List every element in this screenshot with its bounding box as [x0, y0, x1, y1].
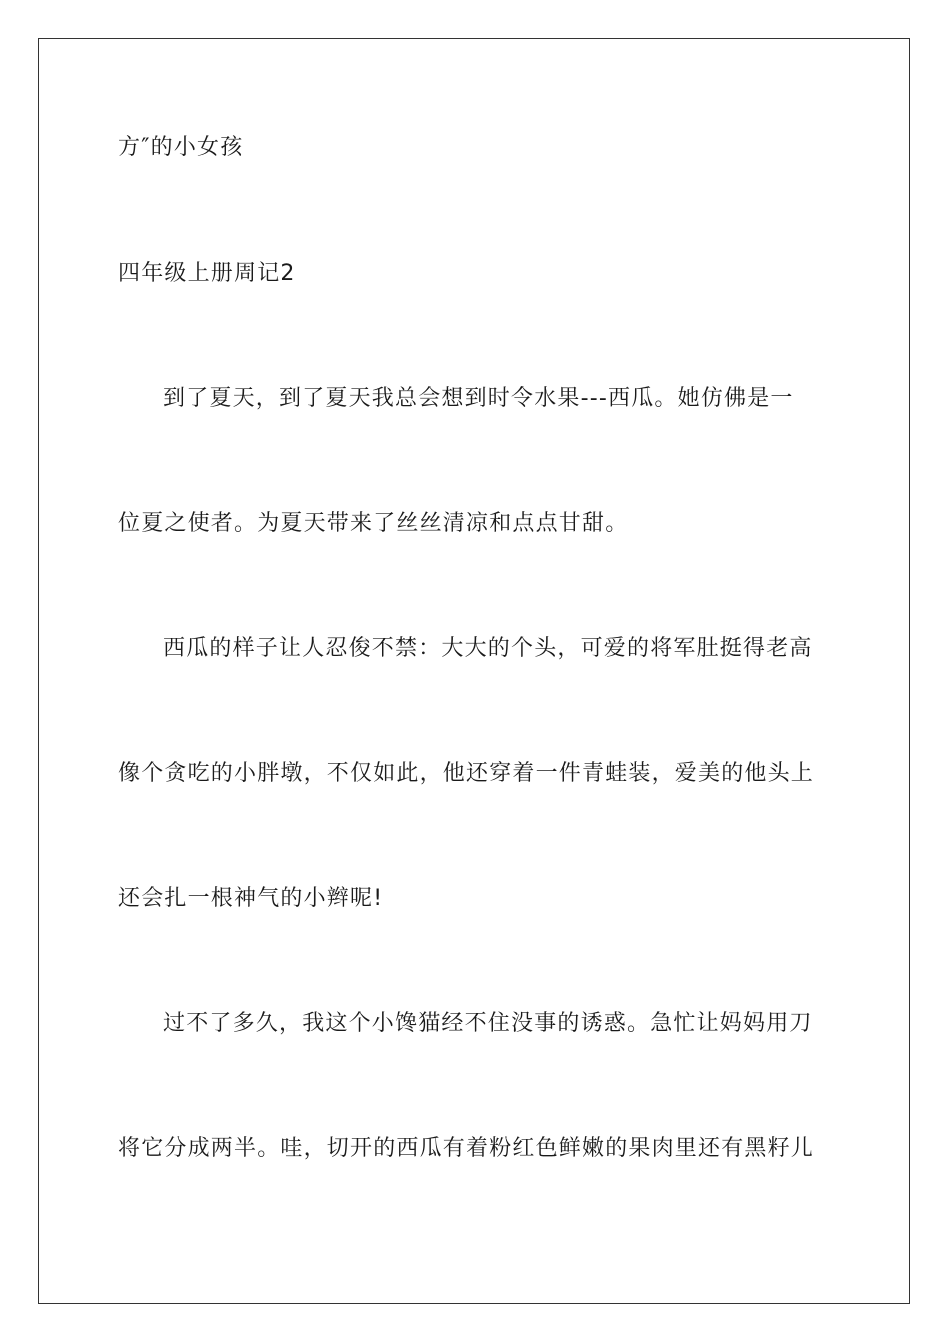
- paragraph-2-line-1: 西瓜的样子让人忍俊不禁：大大的个头，可爱的将军肚挺得老高: [163, 636, 813, 661]
- essay-title: 四年级上册周记2: [118, 261, 296, 286]
- paragraph-3-line-1: 过不了多久，我这个小馋猫经不住没事的诱惑。急忙让妈妈用刀: [163, 1011, 813, 1036]
- paragraph-2-line-2: 像个贪吃的小胖墩，不仅如此，他还穿着一件青蛙装，爱美的他头上: [118, 761, 815, 786]
- paragraph-3-line-2: 将它分成两半。哇，切开的西瓜有着粉红色鲜嫩的果肉里还有黑籽儿: [118, 1136, 815, 1161]
- paragraph-1-line-1: 到了夏天，到了夏天我总会想到时令水果---西瓜。她仿佛是一: [163, 386, 794, 411]
- paragraph-2-line-3: 还会扎一根神气的小辫呢!: [118, 886, 384, 911]
- paragraph-1-line-2: 位夏之使者。为夏天带来了丝丝清凉和点点甘甜。: [118, 511, 629, 536]
- page-border: [38, 38, 910, 1304]
- text-line-continuation: 方″的小女孩: [118, 135, 244, 160]
